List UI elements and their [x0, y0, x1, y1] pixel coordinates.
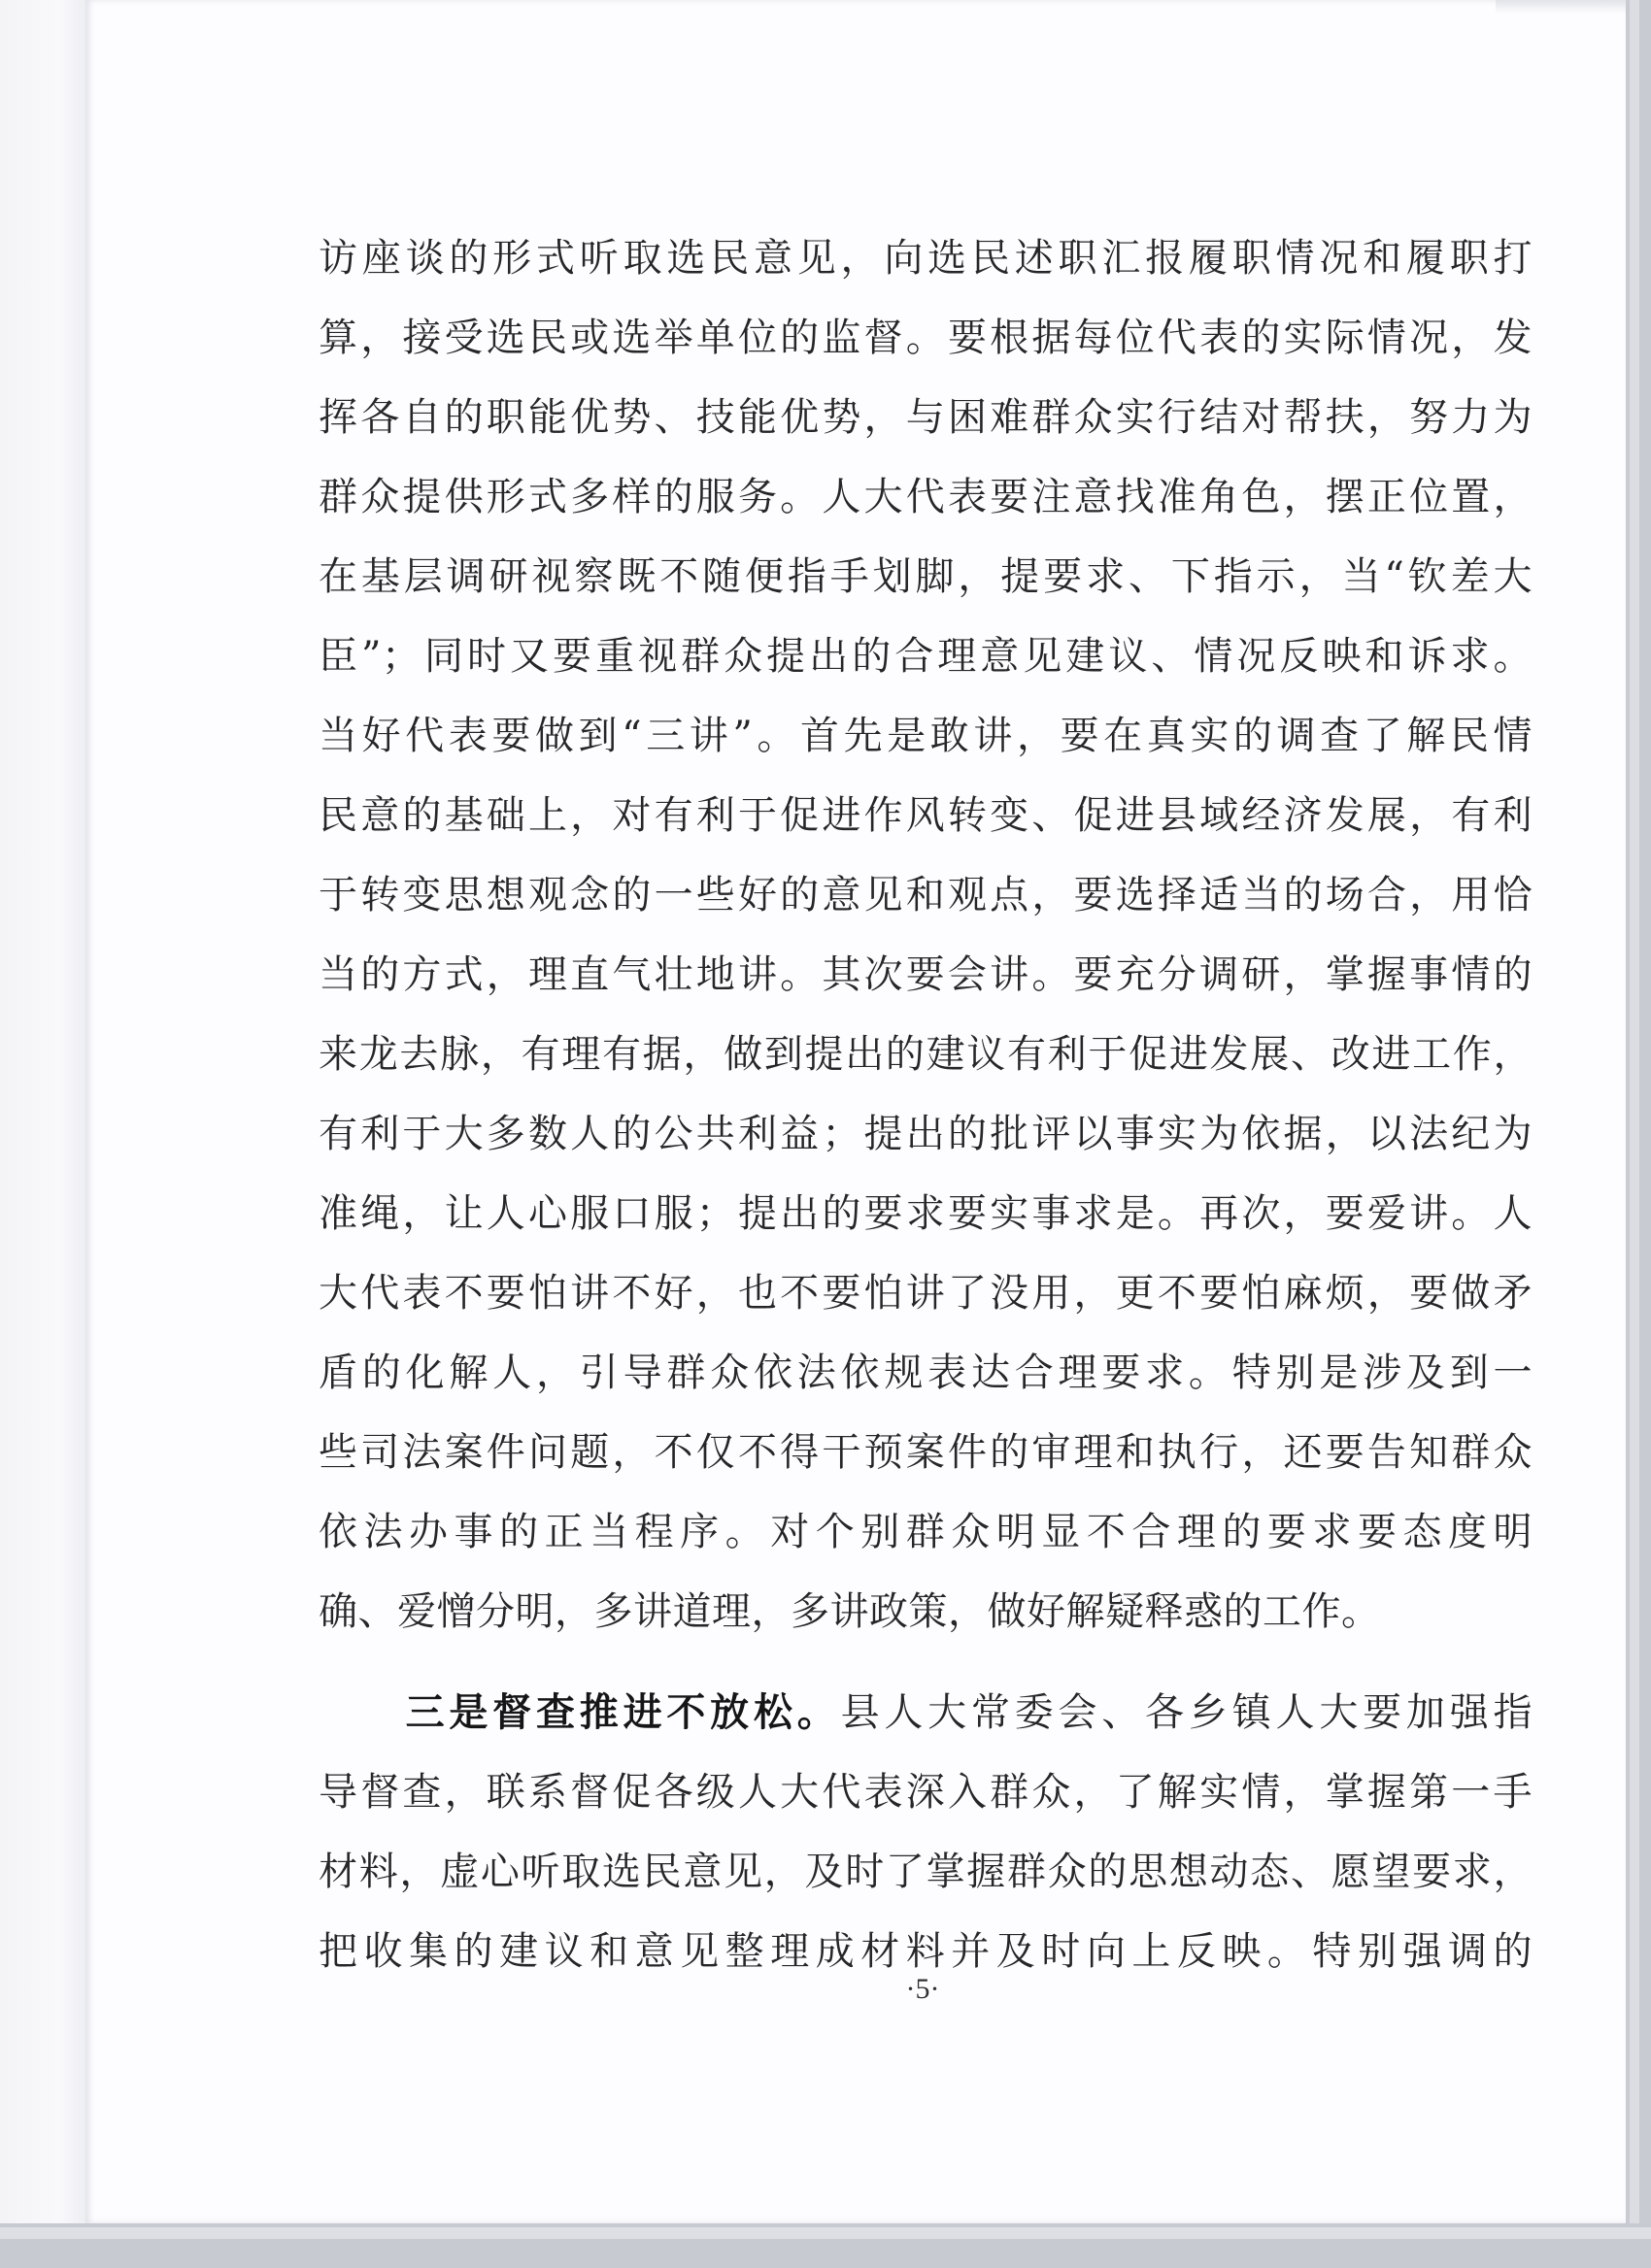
text-line: 把收集的建议和意见整理成材料并及时向上反映。特别强调的	[319, 1929, 1533, 1974]
scan-bottom-edge	[0, 2223, 1651, 2268]
text-line: 导督查，联系督促各级人大代表深入群众，了解实情，掌握第一手	[319, 1770, 1533, 1815]
text-line: 民意的基础上，对有利于促进作风转变、促进县域经济发展，有利	[319, 793, 1533, 838]
text-line-first	[319, 1673, 1533, 1752]
text-line-rest: 县人大常委会、各乡镇人大要加强指	[840, 1690, 1533, 1735]
text-line: 些司法案件问题，不仅不得干预案件的审理和执行，还要告知群众	[319, 1430, 1533, 1475]
paragraph-gap	[319, 1651, 1533, 1673]
page-number: ·5·	[905, 1973, 940, 2005]
text-line: 依法办事的正当程序。对个别群众明显不合理的要求要态度明	[319, 1510, 1533, 1554]
text-line: 在基层调研视察既不随便指手划脚，提要求、下指示，当“钦差大	[319, 554, 1533, 599]
paragraph-2	[319, 1673, 1533, 1991]
text-line: 来龙去脉，有理有据，做到提出的建议有利于促进发展、改进工作，	[319, 1032, 1533, 1077]
text-line: 材料，虚心听取选民意见，及时了掌握群众的思想动态、愿望要求，	[319, 1850, 1533, 1894]
paragraph-1	[319, 218, 1533, 1651]
bold-lead-heading: 三是督查推进不放松。	[405, 1689, 841, 1735]
text-line: 确、爱憎分明，多讲道理，多讲政策，做好解疑释惑的工作。	[319, 1589, 1381, 1634]
scan-right-edge	[1626, 0, 1651, 2268]
text-line: 当好代表要做到“三讲”。首先是敢讲，要在真实的调查了解民情	[319, 714, 1533, 758]
text-line: 大代表不要怕讲不好，也不要怕讲了没用，更不要怕麻烦，要做矛	[319, 1271, 1533, 1316]
text-line: 算，接受选民或选举单位的监督。要根据每位代表的实际情况，发	[319, 316, 1533, 360]
text-line: 盾的化解人，引导群众依法依规表达合理要求。特别是涉及到一	[319, 1351, 1533, 1395]
text-line: 有利于大多数人的公共利益；提出的批评以事实为依据，以法纪为	[319, 1112, 1533, 1156]
text-line: 于转变思想观念的一些好的意见和观点，要选择适当的场合，用恰	[319, 873, 1533, 917]
text-line: 挥各自的职能优势、技能优势，与困难群众实行结对帮扶，努力为	[319, 395, 1533, 440]
text-line: 当的方式，理直气壮地讲。其次要会讲。要充分调研，掌握事情的	[319, 952, 1533, 997]
text-line: 访座谈的形式听取选民意见，向选民述职汇报履职情况和履职打	[319, 236, 1533, 281]
document-body	[319, 218, 1533, 1991]
text-line: 群众提供形式多样的服务。人大代表要注意找准角色，摆正位置，	[319, 475, 1533, 519]
scan-left-margin	[0, 0, 85, 2268]
scan-edge-shadow	[1496, 0, 1626, 14]
text-line: 准绳，让人心服口服；提出的要求要实事求是。再次，要爱讲。人	[319, 1191, 1533, 1236]
text-line: 臣”；同时又要重视群众提出的合理意见建议、情况反映和诉求。	[319, 634, 1533, 679]
